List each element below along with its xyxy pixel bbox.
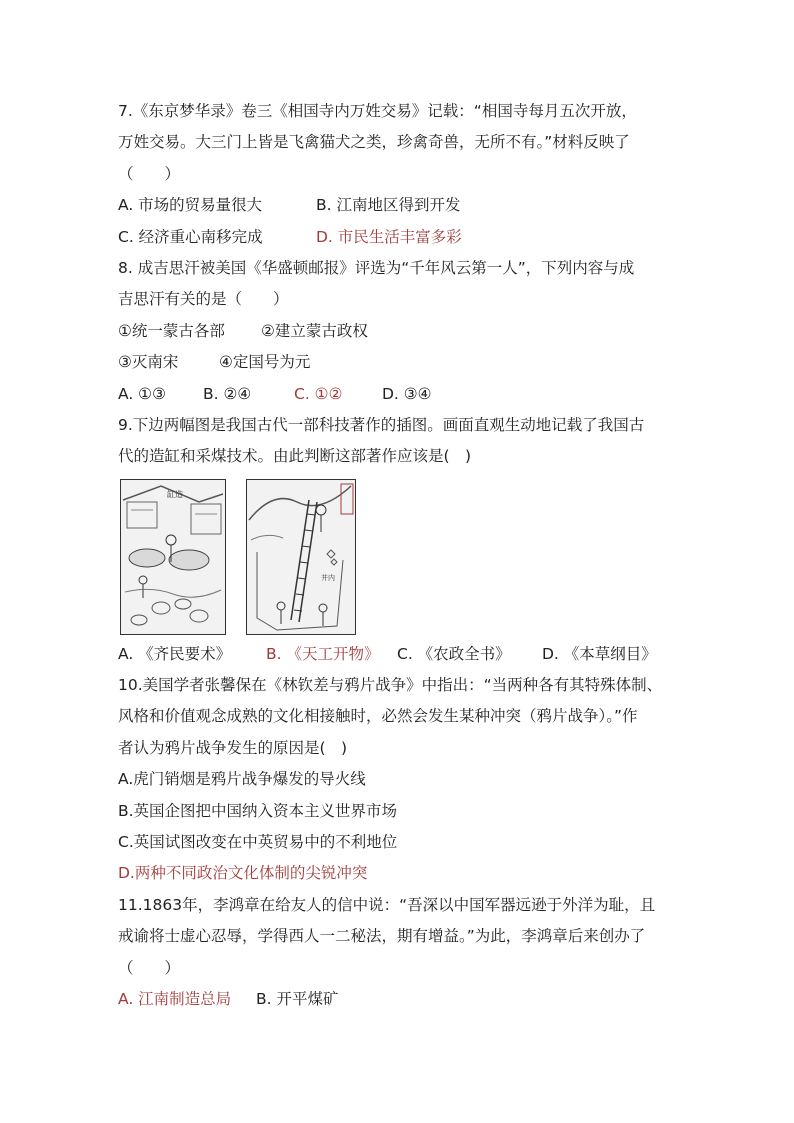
- q8-item-2: ②建立蒙古政权: [261, 321, 368, 340]
- q10-line1: 10.美国学者张馨保在《林钦差与鸦片战争》中指出：“当两种各有其特殊体制、: [118, 676, 663, 695]
- q8-line1: 8. 成吉思汗被美国《华盛顿邮报》评选为“千年风云第一人”，下列内容与成: [118, 258, 635, 277]
- q9-line2: 代的造缸和采煤技术。由此判断这部著作应该是( ): [118, 447, 472, 466]
- q9-option-b-answer: B. 《天工开物》: [266, 644, 380, 663]
- q8-item-4: ④定国号为元: [219, 353, 311, 372]
- q8-option-b: B. ②④: [203, 384, 252, 403]
- q10-line2: 风格和价值观念成熟的文化相接触时，必然会发生某种冲突（鸦片战争）。”作: [118, 707, 638, 726]
- q8-items-row2: [118, 347, 698, 378]
- q9-illustration-vat-making: [120, 479, 226, 635]
- q7-option-a: A. 市场的贸易量很大: [118, 196, 263, 215]
- q7-line1: 7.《东京梦华录》卷三《相国寺内万姓交易》记载：“相国寺每月五次开放，: [118, 102, 637, 120]
- q7-line2: 万姓交易。大三门上皆是飞禽猫犬之类，珍禽奇兽，无所不有。”材料反映了: [118, 133, 630, 152]
- q10-line3: 者认为鸦片战争发生的原因是( ): [118, 738, 348, 757]
- q9-illustration-coal-mining: [246, 479, 356, 635]
- q7-option-c: C. 经济重心南移完成: [118, 227, 263, 246]
- q9-line1: 9.下边两幅图是我国古代一部科技著作的插图。画面直观生动地记载了我国古: [118, 415, 645, 434]
- q11-option-b: B. 开平煤矿: [256, 989, 339, 1008]
- q11-blank: （ ）: [118, 958, 181, 977]
- fig2-caption: 井内: [321, 573, 335, 582]
- q7-options-row2: [118, 222, 698, 253]
- q10-option-d-answer: D.两种不同政治文化体制的尖锐冲突: [118, 864, 368, 883]
- q7-options-row1: [118, 190, 698, 221]
- q9-illustrations: [118, 473, 698, 639]
- q8-item-1: ①统一蒙古各部: [118, 321, 225, 340]
- q8-option-d: D. ③④: [382, 384, 432, 403]
- q7-option-b: B. 江南地区得到开发: [316, 196, 461, 215]
- q11-options-row: [118, 984, 698, 1015]
- coal-mining-woodcut: [247, 480, 355, 634]
- q7-blank: （ ）: [118, 164, 181, 183]
- q8-options-row: [118, 379, 698, 410]
- q8-option-a: A. ①③: [118, 384, 166, 403]
- q7-option-d-answer: D. 市民生活丰富多彩: [316, 227, 462, 246]
- q10-option-c: C.英国试图改变在中英贸易中的不利地位: [118, 833, 398, 852]
- q10-option-b: B.英国企图把中国纳入资本主义世界市场: [118, 801, 398, 820]
- vat-making-woodcut: [121, 480, 225, 634]
- q9-option-a: A. 《齐民要术》: [118, 644, 232, 663]
- q10-option-a: A.虎门销烟是鸦片战争爆发的导火线: [118, 770, 366, 789]
- q8-items-row1: [118, 316, 698, 347]
- exam-page: [118, 96, 698, 1015]
- q9-option-d: D. 《本草纲目》: [542, 644, 657, 663]
- q8-item-3: ③灭南宋: [118, 353, 179, 372]
- q9-option-c: C. 《农政全书》: [397, 644, 511, 663]
- q8-option-c-answer: C. ①②: [294, 384, 343, 403]
- q8-line2: 吉思汗有关的是（ ）: [118, 290, 289, 309]
- q11-line2: 戒谕将士虚心忍辱，学得西人一二秘法，期有增益。”为此，李鸿章后来创办了: [118, 927, 646, 946]
- q11-line1: 11.1863年，李鸿章在给友人的信中说：“吾深以中国军器远逊于外洋为耻，且: [118, 895, 656, 914]
- fig1-caption: 缸造: [167, 489, 183, 499]
- q11-option-a-answer: A. 江南制造总局: [118, 989, 232, 1008]
- q9-options-row: [118, 639, 698, 670]
